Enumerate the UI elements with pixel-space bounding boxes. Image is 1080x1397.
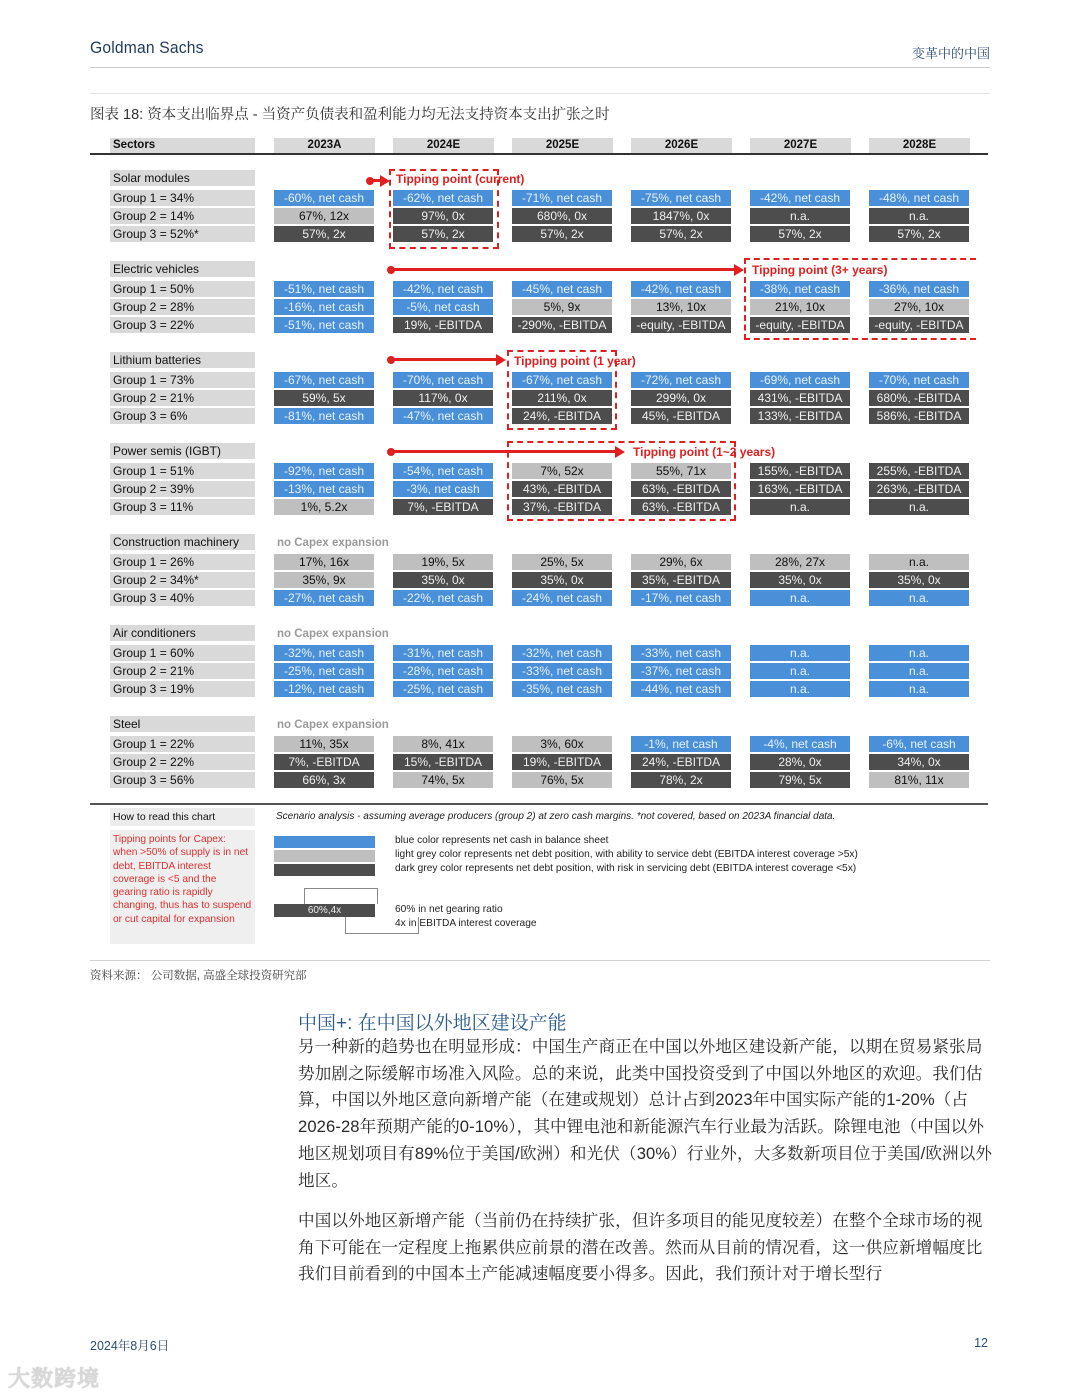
group-label: Group 2 = 21% [110,663,255,679]
data-cell: -25%, net cash [393,681,493,697]
source-note: 资料来源： 公司数据, 高盛全球投资研究部 [90,970,307,982]
data-cell: 35%, 0x [750,572,850,588]
data-cell: -22%, net cash [393,590,493,606]
data-cell: 63%, -EBITDA [631,481,731,497]
group-label: Group 3 = 22% [110,317,255,333]
data-cell: -70%, net cash [393,372,493,388]
group-label: Group 3 = 6% [110,408,255,424]
arrow-head-ev [734,264,744,276]
column-header-2025e: 2025E [512,138,613,153]
data-cell: 78%, 2x [631,772,731,788]
group-label: Group 3 = 56% [110,772,255,788]
data-cell: 680%, -EBITDA [869,390,969,406]
data-cell: n.a. [750,645,850,661]
data-cell: -92%, net cash [274,463,374,479]
data-cell: -51%, net cash [274,317,374,333]
data-cell: -6%, net cash [869,736,969,752]
capex-tipping-point-chart [90,130,990,960]
paragraph-1: 另一种新的趋势也在明显形成：中国生产商正在中国以外地区建设新产能，以期在贸易紧张局势加剧之际缓解市场准入风险。总的来说，此类中国投资受到了中国以外地区的欢迎。我们估算，中国以外地区意向新增产能（在建或规划）总计占到2023年中国实际产能的1-20%（占2026-28年预期产能的0-10%），其中锂电池和新能源汽车行业最为活跃。除锂电池（中国以外地区规划项目有89%位于美国/欧洲）和光伏（30%）行业外，大多数新项目位于美国/欧洲以外地区。 [298,1037,993,1190]
data-cell: -37%, net cash [631,663,731,679]
data-cell: 163%, -EBITDA [750,481,850,497]
data-cell: 133%, -EBITDA [750,408,850,424]
data-cell: 81%, 11x [869,772,969,788]
data-cell: 17%, 16x [274,554,374,570]
paragraph-2: 中国以外地区新增产能（当前仍在持续扩张，但许多项目的能见度较差）在整个全球市场的视角下可能在一定程度上拖累供应前景的潜在改善。然而从目前的情况看，这一供应新增幅度比我们目前看到的中国本土产能减速幅度要小得多。因此，我们预计对于增长型行 [298,1211,983,1284]
data-cell: n.a. [750,663,850,679]
tipping-label-ev: Tipping point (3+ years) [752,263,888,277]
legend-swatch-blue [274,836,375,848]
data-cell: -equity, -EBITDA [750,317,850,333]
group-label: Group 1 = 50% [110,281,255,297]
data-cell: -1%, net cash [631,736,731,752]
data-cell: 67%, 12x [274,208,374,224]
example-gearing-text: 60% in net gearing ratio [395,904,503,915]
group-label: Group 2 = 22% [110,754,255,770]
data-cell: -42%, net cash [750,190,850,206]
tipping-point-definition: Tipping points for Capex: when >50% of supply is in net debt, EBITDA interest coverage is <5 and the gearing ratio is rapidly changing, thus has to suspend or cut capital for expansion [110,830,255,944]
footer-rule [90,803,988,805]
data-cell: 1847%, 0x [631,208,731,224]
sector-label-solar-modules: Solar modules [110,170,255,186]
group-label: Group 1 = 51% [110,463,255,479]
header-divider [90,67,990,68]
group-label: Group 2 = 14% [110,208,255,224]
data-cell: 680%, 0x [512,208,612,224]
data-cell: -16%, net cash [274,299,374,315]
data-cell: n.a. [869,208,969,224]
data-cell: -12%, net cash [274,681,374,697]
data-cell: 59%, 5x [274,390,374,406]
data-cell: n.a. [869,645,969,661]
data-cell: -25%, net cash [274,663,374,679]
tipping-label-semis: Tipping point (1~2 years) [633,445,776,459]
column-header-2024e: 2024E [393,138,494,153]
legend-text-blue: blue color represents net cash in balance sheet [395,835,609,846]
data-cell: -31%, net cash [393,645,493,661]
data-cell: n.a. [869,499,969,515]
data-cell: 97%, 0x [393,208,493,224]
data-cell: 35%, 0x [512,572,612,588]
data-cell: 57%, 2x [631,226,731,242]
data-cell: -290%, -EBITDA [512,317,612,333]
data-cell: -67%, net cash [274,372,374,388]
group-label: Group 2 = 28% [110,299,255,315]
data-cell: -17%, net cash [631,590,731,606]
data-cell: -equity, -EBITDA [869,317,969,333]
brand-logo: Goldman Sachs [90,38,204,57]
data-cell: -36%, net cash [869,281,969,297]
data-cell: 5%, 9x [512,299,612,315]
data-cell: -44%, net cash [631,681,731,697]
sector-label-construction-machinery: Construction machinery [110,534,255,550]
data-cell: 43%, -EBITDA [512,481,612,497]
data-cell: 57%, 2x [512,226,612,242]
data-cell: -70%, net cash [869,372,969,388]
data-cell: 45%, -EBITDA [631,408,731,424]
sector-label-lithium-batteries: Lithium batteries [110,352,255,368]
sector-label-power-semis-igbt: Power semis (IGBT) [110,443,255,459]
column-header-2028e: 2028E [869,138,970,153]
connector-gearing [304,888,378,904]
data-cell: 255%, -EBITDA [869,463,969,479]
data-cell: 35%, 0x [393,572,493,588]
data-cell: 155%, -EBITDA [750,463,850,479]
data-cell: -51%, net cash [274,281,374,297]
data-cell: 63%, -EBITDA [631,499,731,515]
figure-title: 图表 18: 资本支出临界点 - 当资产负债表和盈利能力均无法支持资本支出扩张之时 [90,107,610,123]
data-cell: -33%, net cash [631,645,731,661]
no-capex-label: no Capex expansion [277,537,389,549]
data-cell: 28%, 27x [750,554,850,570]
data-cell: -4%, net cash [750,736,850,752]
data-cell: -75%, net cash [631,190,731,206]
scenario-note: Scenario analysis - assuming average producers (group 2) at zero cash margins. *not covered, based on 2023A financial data. [276,811,836,822]
column-header-2027e: 2027E [750,138,851,153]
data-cell: 28%, 0x [750,754,850,770]
data-cell: 29%, 6x [631,554,731,570]
data-cell: -67%, net cash [512,372,612,388]
tipping-label-solar: Tipping point (current) [396,172,525,186]
data-cell: -32%, net cash [274,645,374,661]
group-label: Group 1 = 73% [110,372,255,388]
group-label: Group 1 = 22% [110,736,255,752]
data-cell: -35%, net cash [512,681,612,697]
group-label: Group 3 = 40% [110,590,255,606]
data-cell: -69%, net cash [750,372,850,388]
legend-swatch-light-grey [274,850,375,862]
data-cell: n.a. [869,681,969,697]
data-cell: -24%, net cash [512,590,612,606]
data-cell: 57%, 2x [750,226,850,242]
sector-label-steel: Steel [110,716,255,732]
example-coverage-text: 4x in EBITDA interest coverage [395,918,537,929]
data-cell: 34%, 0x [869,754,969,770]
data-cell: n.a. [869,590,969,606]
arrow-head-lithium [496,354,506,366]
watermark: 大数跨境 [8,1366,101,1391]
data-cell: 74%, 5x [393,772,493,788]
tipping-label-lithium: Tipping point (1 year) [514,354,636,368]
data-cell: n.a. [869,663,969,679]
report-title: 变革中的中国 [911,46,990,61]
data-cell: 21%, 10x [750,299,850,315]
example-cell: 60%,4x [274,904,375,917]
data-cell: -38%, net cash [750,281,850,297]
group-label: Group 2 = 39% [110,481,255,497]
data-cell: -5%, net cash [393,299,493,315]
page-number: 12 [974,1336,988,1350]
footer-date: 2024年8月6日 [90,1339,170,1353]
data-cell: 299%, 0x [631,390,731,406]
data-cell: 27%, 10x [869,299,969,315]
data-cell: -28%, net cash [393,663,493,679]
data-cell: -3%, net cash [393,481,493,497]
data-cell: -32%, net cash [512,645,612,661]
data-cell: -13%, net cash [274,481,374,497]
column-header-sectors: Sectors [110,138,255,153]
data-cell: 35%, -EBITDA [631,572,731,588]
data-cell: -27%, net cash [274,590,374,606]
data-cell: 19%, 5x [393,554,493,570]
data-cell: -42%, net cash [393,281,493,297]
data-cell: -81%, net cash [274,408,374,424]
data-cell: 76%, 5x [512,772,612,788]
group-label: Group 1 = 60% [110,645,255,661]
data-cell: 13%, 10x [631,299,731,315]
data-cell: n.a. [750,590,850,606]
column-header-2026e: 2026E [631,138,732,153]
arrow-line-lithium [391,358,497,361]
data-cell: -42%, net cash [631,281,731,297]
data-cell: -62%, net cash [393,190,493,206]
data-cell: 37%, -EBITDA [512,499,612,515]
data-cell: 11%, 35x [274,736,374,752]
legend-text-dark-grey: dark grey color represents net debt position, with risk in servicing debt (EBITDA interest coverage <5x) [395,863,857,874]
data-cell: 19%, -EBITDA [512,754,612,770]
data-cell: -48%, net cash [869,190,969,206]
data-cell: 3%, 60x [512,736,612,752]
data-cell: 431%, -EBITDA [750,390,850,406]
data-cell: 55%, 71x [631,463,731,479]
data-cell: 1%, 5.2x [274,499,374,515]
sector-label-air-conditioners: Air conditioners [110,625,255,641]
data-cell: 586%, -EBITDA [869,408,969,424]
data-cell: 57%, 2x [869,226,969,242]
how-to-read-label: How to read this chart [110,808,255,826]
header-divider-secondary [90,93,990,94]
group-label: Group 3 = 52%* [110,226,255,242]
data-cell: -54%, net cash [393,463,493,479]
header-rule [90,153,988,155]
data-cell: n.a. [750,681,850,697]
group-label: Group 1 = 34% [110,190,255,206]
data-cell: -33%, net cash [512,663,612,679]
data-cell: -60%, net cash [274,190,374,206]
data-cell: 25%, 5x [512,554,612,570]
data-cell: n.a. [750,208,850,224]
data-cell: 117%, 0x [393,390,493,406]
group-label: Group 1 = 26% [110,554,255,570]
group-label: Group 2 = 21% [110,390,255,406]
section-heading: 中国+: 在中国以外地区建设产能 [298,1013,567,1034]
data-cell: 79%, 5x [750,772,850,788]
data-cell: 57%, 2x [274,226,374,242]
data-cell: n.a. [869,554,969,570]
data-cell: 19%, -EBITDA [393,317,493,333]
legend-swatch-dark-grey [274,864,375,876]
data-cell: 7%, -EBITDA [274,754,374,770]
arrow-line-ev [391,268,736,271]
column-header-2023a: 2023A [274,138,375,153]
data-cell: 211%, 0x [512,390,612,406]
source-divider [90,960,990,961]
data-cell: 57%, 2x [393,226,493,242]
data-cell: 35%, 0x [869,572,969,588]
data-cell: 35%, 9x [274,572,374,588]
no-capex-label: no Capex expansion [277,719,389,731]
no-capex-label: no Capex expansion [277,628,389,640]
data-cell: 66%, 3x [274,772,374,788]
data-cell: -71%, net cash [512,190,612,206]
data-cell: 8%, 41x [393,736,493,752]
data-cell: -equity, -EBITDA [631,317,731,333]
group-label: Group 3 = 19% [110,681,255,697]
data-cell: 7%, -EBITDA [393,499,493,515]
data-cell: 15%, -EBITDA [393,754,493,770]
data-cell: 263%, -EBITDA [869,481,969,497]
data-cell: 24%, -EBITDA [512,408,612,424]
data-cell: -72%, net cash [631,372,731,388]
group-label: Group 3 = 11% [110,499,255,515]
data-cell: -47%, net cash [393,408,493,424]
data-cell: -45%, net cash [512,281,612,297]
data-cell: 24%, -EBITDA [631,754,731,770]
sector-label-electric-vehicles: Electric vehicles [110,261,255,277]
data-cell: 7%, 52x [512,463,612,479]
data-cell: n.a. [750,499,850,515]
legend-text-light-grey: light grey color represents net debt position, with ability to service debt (EBITDA interest coverage >5x) [395,849,858,860]
group-label: Group 2 = 34%* [110,572,255,588]
